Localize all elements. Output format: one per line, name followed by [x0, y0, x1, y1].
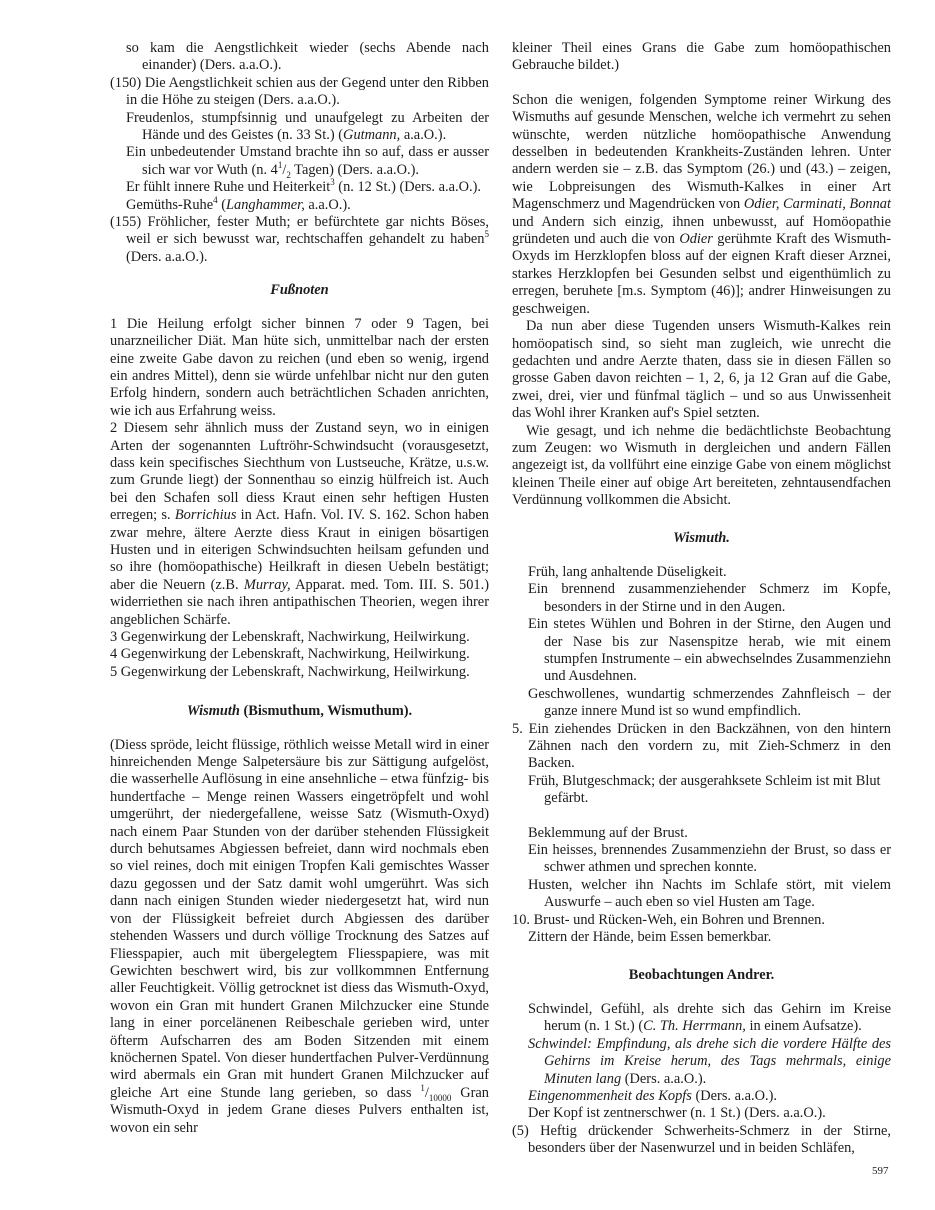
symptom-line: Ein brennend zusammenziehender Schmerz im Kopfe, besonders in der Stirne und in den Augen.: [528, 581, 891, 615]
text: 2 Diesem sehr ähnlich muss der Zustand seyn, wo in einigen Arten der sogenannten Luftröhr-Schwindsucht (vorausgesetzt, dass kein specifisches Siechthum von Lustseuche, Krätze, u.s.w. zum Grunde liegt) der Sonnenthau so einzig hülfreich ist. Auch bei den Schafen soll diess Kraut einen sehr heftigen Husten erregen; s.: [110, 420, 489, 524]
left-column: [110, 40, 489, 1137]
fraction-slash: /: [282, 161, 287, 178]
fraction-slash: /: [424, 1084, 429, 1101]
author-names: Odier, Carminati, Bonnat: [743, 196, 891, 213]
observations-heading: Beobachtungen Andrer.: [628, 966, 775, 983]
symptoms-heading: Wismuth.: [673, 529, 730, 546]
fraction-denominator: 2: [286, 169, 291, 180]
symptom-line: Beklemmung auf der Brust.: [528, 824, 688, 841]
author-name: Odier: [679, 231, 713, 248]
observation-line: [512, 1088, 891, 1105]
intro-paragraph-1: [512, 92, 891, 318]
footnote-2: [110, 420, 489, 629]
observation-line: (5) Heftig drückender Schwerheits-Schmerz in der Stirne, besonders über der Nasenwurzel und in beiden Schläfen,: [512, 1122, 891, 1157]
symptom-line: Ein heisses, brennendes Zusammenziehn der Brust, so dass er schwer athmen und sprechen konnte.: [528, 842, 891, 876]
right-column: [512, 40, 891, 1158]
fraction-numerator: 1: [420, 1082, 425, 1093]
fraction-denominator: 10000: [428, 1092, 452, 1103]
text: in einem Aufsatze).: [745, 1018, 862, 1035]
wismuth-section-heading: [110, 703, 489, 720]
text: und Andern sich einzig, ihnen unbewusst, auf Homöopathie gründeten und auch die von: [512, 213, 891, 248]
footnote-1: 1 Die Heilung erfolgt sicher binnen 7 oder 9 Tagen, bei unarzneilicher Diät. Man hüte sich, unmittelbar nach der ersten eine zweite Gabe davon zu reichen (und eben so wenig, irgend ein andres Mittel), denn sie würde unfehlbar nicht nur den guten Erfolg hindern, sondern auch beträchtlichen Schaden anrichten, wie ich aus Erfahrung weiss.: [110, 315, 489, 419]
symptom-line: 10. Brust- und Rücken-Weh, ein Bohren und Brennen.: [512, 911, 825, 928]
footnote-ref: 4: [213, 194, 218, 205]
footnote-4: 4 Gegenwirkung der Lebenskraft, Nachwirkung, Heilwirkung.: [110, 646, 470, 663]
text: a.a.O.).: [400, 127, 447, 144]
intro-paragraph-3: Wie gesagt, und ich nehme die bedächtlichste Beobachtung zum Zeugen: wo Wismuth in dergleichen und andern Fällen angezeigt ist, da vollführt eine einzige Gabe von einem möglichst kleinen Theile einer auf obige Art bereiteten, zehntausendfachen Verdünnung vollkommen die Absicht.: [512, 422, 891, 509]
author-name: Murray,: [243, 576, 291, 593]
footnotes-heading: Fußnoten: [270, 282, 329, 299]
heading-italic: Wismuth: [186, 703, 240, 720]
text: Gemüths-Ruhe: [126, 196, 214, 213]
author-name: C. Th. Herrmann,: [643, 1018, 746, 1035]
text: (155) Fröhlicher, fester Muth; er befürchtete gar nichts Böses, weil er sich bewusst war, rechtschaffen gehandelt zu haben: [110, 214, 489, 248]
text: Ein unbedeutender Umstand brachte ihn so auf, dass er ausser sich war vor Wuth (n. 4: [126, 144, 489, 178]
symptom-line: Husten, welcher ihn Nachts im Schlafe stört, mit vielem Auswurfe – auch eben so viel Husten am Tage.: [528, 876, 891, 911]
symptom-line: 5. Ein ziehendes Drücken in den Backzähnen, von den hintern Zähnen nach den vordern zu, mit Zieh-Schmerz in den Backen.: [512, 720, 891, 772]
footnote-3: 3 Gegenwirkung der Lebenskraft, Nachwirkung, Heilwirkung.: [110, 629, 470, 645]
footnote-ref: 3: [330, 177, 335, 188]
text: Gran Wismuth-Oxyd in jedem Grane dieses Pulvers enthalten ist, wovon ein sehr: [110, 1084, 489, 1136]
symptom-line: [110, 75, 489, 110]
symptom-line: [110, 110, 489, 145]
text: (: [217, 196, 227, 213]
footnote-ref: 5: [484, 229, 489, 240]
heading-rest: (Bismuthum, Wismuthum).: [239, 703, 413, 720]
symptom-line: [110, 144, 489, 179]
preparation-continuation: kleiner Theil eines Grans die Gabe zum homöopathischen Gebrauche bildet.): [512, 40, 891, 74]
text: Apparat. med. Tom. III. S. 501.) widerriethen sie nach ihren antipathischen Theorien, wegen ihrer angeblichen Schärfe.: [110, 576, 489, 628]
text: so kam die Aengstlichkeit wieder (sechs Abende nach einander) (Ders. a.a.O.).: [126, 40, 489, 74]
text: (150) Die Aengstlichkeit schien aus der Gegend unter den Ribben in die Höhe zu steigen (Ders. a.a.O.).: [110, 74, 489, 109]
text: Schwindel, Gefühl, als drehte sich das Gehirn im Kreise herum (n. 1 St.) (: [528, 1000, 891, 1035]
text: Freudenlos, stumpfsinnig und unaufgelegt zu Arbeiten der Hände und des Geistes (n. 33 St.) (: [126, 109, 489, 144]
text: (Ders. a.a.O.).: [126, 248, 208, 265]
observation-line: [512, 1036, 891, 1088]
text: (Diess spröde, leicht flüssige, röthlich weisse Metall wird in einer hinreichenden Menge Salpetersäure bis zur Sättigung aufgelöst, die wasserhelle Auflösung in eine ansehnliche – etwa fünfzig- bis hundertfache – Menge reinen Wassers eingetröpfelt und wohl umgerührt, der niedergefallene, weisse Satz (Wismuth-Oxyd) nach einem Paar Stunden von der darüber stehenden Flüssigkeit durch behutsames Abgiessen befreiet, dann wird nochmals eben so viel reines, doch mit einigen Tropfen Kali gemischtes Wasser dazu gegossen und der Satz damit wohl umgerührt. Was sich dann nach einigen Stunden wieder niedergesetzt hat, wird nun von der Flüssigkeit befreiet durch Abgiessen des darüber stehenden Wassers und durch völlige Trocknung des Satzes auf Fliesspapier, auch mit übergelegtem Fliesspapiere, was mit Gewichten beschwert wird, bis zur vollkommnen Entfernung aller Feuchtigkeit. Völlig getrocknet ist diess das Wismuth-Oxyd, wovon ein Gran mit hundert Granen Milchzucker eine Stunde lang in einer porcelänenen Reibeschale gerieben wird, unter öfterm Aufscharren des am Boden Sitzenden mit einem knöchernen Spatel. Von dieser hundertfachen Pulver-Verdünnung wird abermals ein Gran mit hundert Granen Milchzucker auf gleiche Art eine Stunde lang gerieben, so dass: [110, 736, 489, 1101]
text: Tagen) (Ders. a.a.O.).: [290, 161, 420, 178]
symptom-line: Zittern der Hände, beim Essen bemerkbar.: [528, 929, 772, 946]
text-italic: Eingenommenheit des Kopfs: [528, 1087, 692, 1104]
intro-paragraph-2: Da nun aber diese Tugenden unsers Wismuth-Kalkes rein homöopatisch sind, so sieht man zugleich, wie unrecht die gedachten und andre Aerzte thaten, dass sie in diesen Fällen so grosse Gaben davon reichten – 1, 2, 6, ja 12 Gran auf die Gabe, zwei, drei, vier und fünfmal täglich – und so aus Unwissenheit das Wohl ihrer Kranken auf's Spiel setzten.: [512, 318, 891, 422]
text-italic: Schwindel: Empfindung, als drehe sich die vordere Hälfte des Gehirns im Kreise herum, des Tags mehrmals, einige Minuten lang: [528, 1035, 891, 1087]
author-name: Gutmann,: [343, 127, 401, 144]
fraction-numerator: 1: [277, 160, 283, 171]
symptom-line: [110, 194, 489, 214]
page-number: 597: [872, 1165, 889, 1177]
text: in Act. Hafn. Vol. IV. S. 162. Schon haben zwar mehre, ältere Aerzte diess Kraut in einigen bösartigen Husten und in eiterigen Schwindsuchten heilsam gefunden und so ihre (homöopathische) Heilkraft in diesen Uebeln bestätigt; aber die Neuern (z.B.: [110, 507, 489, 593]
text: (Ders. a.a.O.).: [621, 1070, 707, 1087]
symptom-line: Ein stetes Wühlen und Bohren in der Stirne, den Augen und der Nase bis zur Nasenspitze herab, wie mit einem stumpfen Instrumente – ein abwechselndes Zusammenziehn und Ausdehnen.: [528, 616, 891, 685]
text: a.a.O.).: [304, 196, 351, 213]
text: Schon die wenigen, folgenden Symptome reiner Wirkung des Wismuths auf gesunde Menschen, welche ich vermehrt zu sehen wünschte, werden nützliche homöopathische Anwendung desselben in bedeutenden Krankheits-Zuständen lehren. Unter andern werden sie – z.B. das Symptom (26.) und (43.) – zeigen, wie Lobpreisungen des Wismuth-Kalkes in einer Art Magenschmerz und Magendrücken von: [512, 91, 891, 213]
text: gerühmte Kraft des Wismuth-Oxyds im Herzklopfen bloss auf der eignen Kraft dieser Arznei, starkes Herzklopfen bei Gesunden selbst und eigenthümlich zu erregen, beruhete [m.s. Symptom (46)]; andrer Hinweisungen zu geschweigen.: [512, 231, 892, 317]
text: (n. 12 St.) (Ders. a.a.O.).: [334, 179, 481, 196]
text: (Ders. a.a.O.).: [691, 1087, 777, 1104]
symptom-line: Früh, lang anhaltende Düseligkeit.: [528, 563, 727, 580]
author-name: Langhammer,: [226, 196, 305, 213]
symptom-line: [110, 179, 489, 196]
footnote-5: 5 Gegenwirkung der Lebenskraft, Nachwirkung, Heilwirkung.: [110, 663, 470, 680]
symptom-line: Früh, Blutgeschmack; der ausgerahksete Schleim ist mit Blut gefärbt.: [528, 772, 881, 807]
preparation-paragraph: [110, 737, 489, 1137]
author-name: Borrichius: [174, 507, 237, 524]
observation-line: [512, 1001, 891, 1036]
symptom-line: [110, 214, 489, 266]
symptom-line: Geschwollenes, wundartig schmerzendes Zahnfleisch – der ganze innere Mund ist so wund empfindlich.: [528, 685, 891, 720]
text: Er fühlt innere Ruhe und Heiterkeit: [126, 179, 331, 196]
observation-line: Der Kopf ist zentnerschwer (n. 1 St.) (Ders. a.a.O.).: [528, 1105, 826, 1122]
symptom-line: [110, 40, 489, 75]
